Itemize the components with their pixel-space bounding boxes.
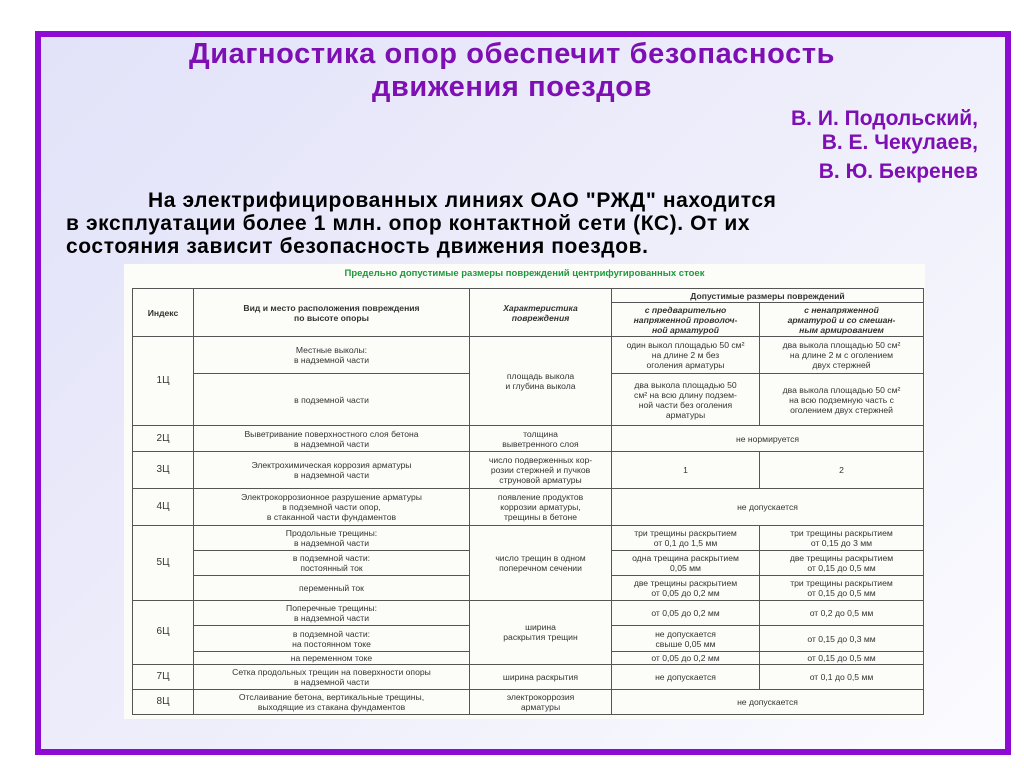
cell-characteristic-line: появление продуктов <box>497 491 584 502</box>
cell-prestressed-line: три трещины раскрытием <box>634 528 737 539</box>
cell-characteristic <box>470 451 612 488</box>
cell-damage-type-line: в подземной части опор, <box>282 501 381 512</box>
cell-prestressed <box>612 626 760 651</box>
cell-non-prestressed-line: два выкола площадью 50 см² <box>782 384 901 395</box>
cell-characteristic-line: трещины в бетоне <box>503 511 578 522</box>
cell-prestressed-line: см² на всю длину подзем- <box>634 389 737 400</box>
cell-damage-type <box>194 451 470 488</box>
cell-index: 4Ц <box>133 488 194 525</box>
cell-damage-type-line: Продольные трещины: <box>285 528 378 539</box>
cell-non-prestressed <box>760 651 924 664</box>
cell-non-prestressed-line: три трещины раскрытием <box>790 578 893 589</box>
cell-non-prestressed-line: от 0,1 до 0,5 мм <box>809 671 874 682</box>
cell-characteristic-line: число подверженных кор- <box>488 454 593 465</box>
cell-damage-type <box>194 374 470 426</box>
body-text-line-3: состояния зависит безопасность движения поездов. <box>66 235 649 258</box>
cell-index: 6Ц <box>133 601 194 664</box>
damage-table <box>132 288 924 715</box>
cell-non-prestressed <box>760 576 924 601</box>
cell-non-prestressed-line: от 0,15 до 0,3 мм <box>807 633 876 644</box>
cell-index: 8Ц <box>133 689 194 714</box>
cell-damage-type-line: постоянный ток <box>300 563 363 574</box>
cell-non-prestressed <box>760 551 924 576</box>
cell-prestressed-line: не допускается <box>655 671 716 682</box>
cell-damage-type <box>194 601 470 626</box>
cell-prestressed <box>612 551 760 576</box>
cell-non-prestressed-line: три трещины раскрытием <box>790 528 893 539</box>
cell-prestressed-line: две трещины раскрытием <box>633 578 738 589</box>
cell-damage-type-line: Электрохимическая коррозия арматуры <box>251 459 412 470</box>
cell-non-prestressed-line: оголением двух стержней <box>790 404 893 415</box>
table-row <box>133 689 924 714</box>
cell-damage-type <box>194 551 470 576</box>
cell-damage-type-line: на переменном токе <box>290 652 373 663</box>
cell-characteristic <box>470 426 612 451</box>
cell-prestressed-line: одна трещина раскрытием <box>632 553 739 564</box>
table-row <box>133 488 924 525</box>
cell-damage-type <box>194 337 470 374</box>
cell-index: 7Ц <box>133 664 194 689</box>
cell-prestressed-line: арматуры <box>665 409 706 420</box>
table-caption: Предельно допустимые размеры повреждений центрифугированных стоек <box>344 268 705 279</box>
cell-characteristic <box>470 664 612 689</box>
cell-index: 2Ц <box>133 426 194 451</box>
cell-non-prestressed-line: два выкола площадью 50 см² <box>782 340 901 351</box>
slide-title-line-1: Диагностика опор обеспечит безопасность <box>188 38 836 70</box>
cell-characteristic-line: струновой арматуры <box>499 474 582 485</box>
cell-non-prestressed-line: от 0,15 до 0,5 мм <box>807 588 876 599</box>
cell-non-prestressed-line: от 0,2 до 0,5 мм <box>809 608 874 619</box>
cell-characteristic-line: коррозии арматуры, <box>500 501 581 512</box>
cell-characteristic <box>470 601 612 664</box>
cell-characteristic-line: ширина раскрытия <box>502 671 579 682</box>
header-prestressed: с предварительно напряженной проволоч- ной арматурой <box>612 303 760 337</box>
cell-non-prestressed-line: две трещины раскрытием <box>789 553 894 564</box>
cell-damage-type-line: Выветривание поверхностного слоя бетона <box>244 428 419 439</box>
table-row <box>133 451 924 488</box>
cell-non-prestressed-line: от 0,15 до 3 мм <box>810 538 873 549</box>
cell-allowed-merged: не допускается <box>612 689 924 714</box>
cell-damage-type-line: Местные выколы: <box>295 345 368 356</box>
cell-damage-type <box>194 525 470 550</box>
header-characteristic: Характеристика повреждения <box>470 289 612 337</box>
cell-characteristic-line: и глубина выкола <box>505 381 576 392</box>
cell-non-prestressed-line: от 0,15 до 0,5 мм <box>807 652 876 663</box>
cell-damage-type-line: в подземной части <box>294 394 369 405</box>
cell-prestressed-line: ной части без оголения <box>638 399 733 410</box>
cell-damage-type-line: в надземной части <box>293 355 370 366</box>
cell-characteristic <box>470 488 612 525</box>
cell-prestressed <box>612 374 760 426</box>
cell-prestressed-line: 1 <box>683 464 688 475</box>
cell-damage-type <box>194 664 470 689</box>
cell-prestressed-line: от 0,05 до 0,2 мм <box>651 588 720 599</box>
cell-characteristic <box>470 525 612 600</box>
cell-prestressed <box>612 651 760 664</box>
cell-index: 3Ц <box>133 451 194 488</box>
body-text-line-2: в эксплуатации более 1 млн. опор контактной сети (КС). От их <box>66 212 751 235</box>
cell-non-prestressed <box>760 374 924 426</box>
cell-characteristic-line: раскрытия трещин <box>503 632 578 643</box>
cell-prestressed-line: один выкол площадью 50 см² <box>626 340 745 351</box>
cell-characteristic <box>470 689 612 714</box>
cell-damage-type-line: в надземной части <box>293 613 370 624</box>
cell-non-prestressed <box>760 664 924 689</box>
cell-prestressed-line: от 0,05 до 0,2 мм <box>651 608 720 619</box>
cell-characteristic-line: ширина <box>525 622 556 633</box>
cell-prestressed-line: не допускается <box>655 628 716 639</box>
cell-index: 1Ц <box>133 337 194 426</box>
cell-non-prestressed-line: от 0,15 до 0,5 мм <box>807 563 876 574</box>
cell-prestressed-line: 0,05 мм <box>670 563 701 574</box>
scanned-table-image <box>124 264 925 719</box>
header-damage-type: Вид и место расположения повреждения по высоте опоры <box>194 289 470 337</box>
cell-characteristic-line: выветренного слоя <box>502 438 579 449</box>
author-2: В. Е. Чекулаев, <box>821 131 978 154</box>
cell-prestressed <box>612 337 760 374</box>
cell-allowed-merged: не допускается <box>612 488 924 525</box>
cell-damage-type-line: переменный ток <box>299 583 364 594</box>
table-row <box>133 337 924 374</box>
cell-characteristic-line: толщина <box>523 428 558 439</box>
table-row <box>133 525 924 550</box>
cell-characteristic-line: число трещин в одном <box>495 553 586 564</box>
cell-non-prestressed-line: на длине 2 м с оголением <box>789 350 894 361</box>
cell-damage-type-line: Поперечные трещины: <box>286 603 377 614</box>
cell-non-prestressed <box>760 626 924 651</box>
cell-index: 5Ц <box>133 525 194 600</box>
cell-characteristic-line: электрокоррозия <box>506 691 575 702</box>
cell-prestressed-line: на длине 2 м без <box>651 350 720 361</box>
cell-damage-type-line: на постоянном токе <box>292 638 371 649</box>
cell-prestressed-line: свыше 0,05 мм <box>655 638 716 649</box>
cell-prestressed-line: от 0,05 до 0,2 мм <box>651 652 720 663</box>
cell-damage-type <box>194 651 470 664</box>
cell-non-prestressed-line: на всю подземную часть с <box>789 394 894 405</box>
cell-damage-type-line: в стаканной части фундаментов <box>266 511 397 522</box>
cell-characteristic <box>470 337 612 426</box>
cell-damage-type-line: в надземной части <box>293 538 370 549</box>
cell-prestressed-line: два выкола площадью 50 <box>634 379 737 390</box>
cell-prestressed <box>612 525 760 550</box>
cell-prestressed <box>612 601 760 626</box>
cell-characteristic-line: розии стержней и пучков <box>490 464 591 475</box>
table-row <box>133 664 924 689</box>
table-row <box>133 601 924 626</box>
cell-damage-type-line: Электрокоррозионное разрушение арматуры <box>241 491 422 502</box>
cell-damage-type-line: Сетка продольных трещин на поверхности опоры <box>232 666 431 677</box>
cell-non-prestressed <box>760 601 924 626</box>
cell-allowed-merged: не нормируется <box>612 426 924 451</box>
cell-damage-type <box>194 689 470 714</box>
cell-damage-type <box>194 576 470 601</box>
cell-prestressed <box>612 664 760 689</box>
cell-prestressed-line: оголения арматуры <box>646 360 725 371</box>
cell-damage-type <box>194 426 470 451</box>
cell-damage-type-line: Отслаивание бетона, вертикальные трещины, <box>238 691 425 702</box>
cell-damage-type-line: в подземной части: <box>292 553 371 564</box>
cell-damage-type-line: выходящие из стакана фундаментов <box>257 701 406 712</box>
cell-non-prestressed <box>760 525 924 550</box>
header-allowed: Допустимые размеры повреждений <box>612 289 924 303</box>
cell-damage-type-line: в подземной части: <box>292 628 371 639</box>
cell-damage-type <box>194 488 470 525</box>
cell-damage-type <box>194 626 470 651</box>
cell-non-prestressed-line: 2 <box>839 464 844 475</box>
slide-title-line-2: движения поездов <box>371 71 653 103</box>
cell-non-prestressed-line: двух стержней <box>812 360 871 371</box>
cell-damage-type-line: в надземной части <box>293 469 370 480</box>
cell-characteristic-line: арматуры <box>520 701 561 712</box>
cell-prestressed <box>612 451 760 488</box>
header-index: Индекс <box>133 289 194 337</box>
cell-prestressed <box>612 576 760 601</box>
cell-damage-type-line: в надземной части <box>293 438 370 449</box>
cell-characteristic-line: поперечном сечении <box>499 563 582 574</box>
author-1: В. И. Подольский, <box>791 107 978 130</box>
cell-characteristic-line: площадь выкола <box>506 371 575 382</box>
body-text-line-1: На электрифицированных линиях ОАО "РЖД" находится <box>148 189 777 212</box>
table-row <box>133 426 924 451</box>
cell-non-prestressed <box>760 451 924 488</box>
cell-non-prestressed <box>760 337 924 374</box>
cell-prestressed-line: от 0,1 до 1,5 мм <box>653 538 718 549</box>
author-3: В. Ю. Бекренев <box>818 160 978 183</box>
header-non-prestressed: с ненапряженной арматурой и со смешан- ным армированием <box>760 303 924 337</box>
cell-damage-type-line: в надземной части <box>293 676 370 687</box>
